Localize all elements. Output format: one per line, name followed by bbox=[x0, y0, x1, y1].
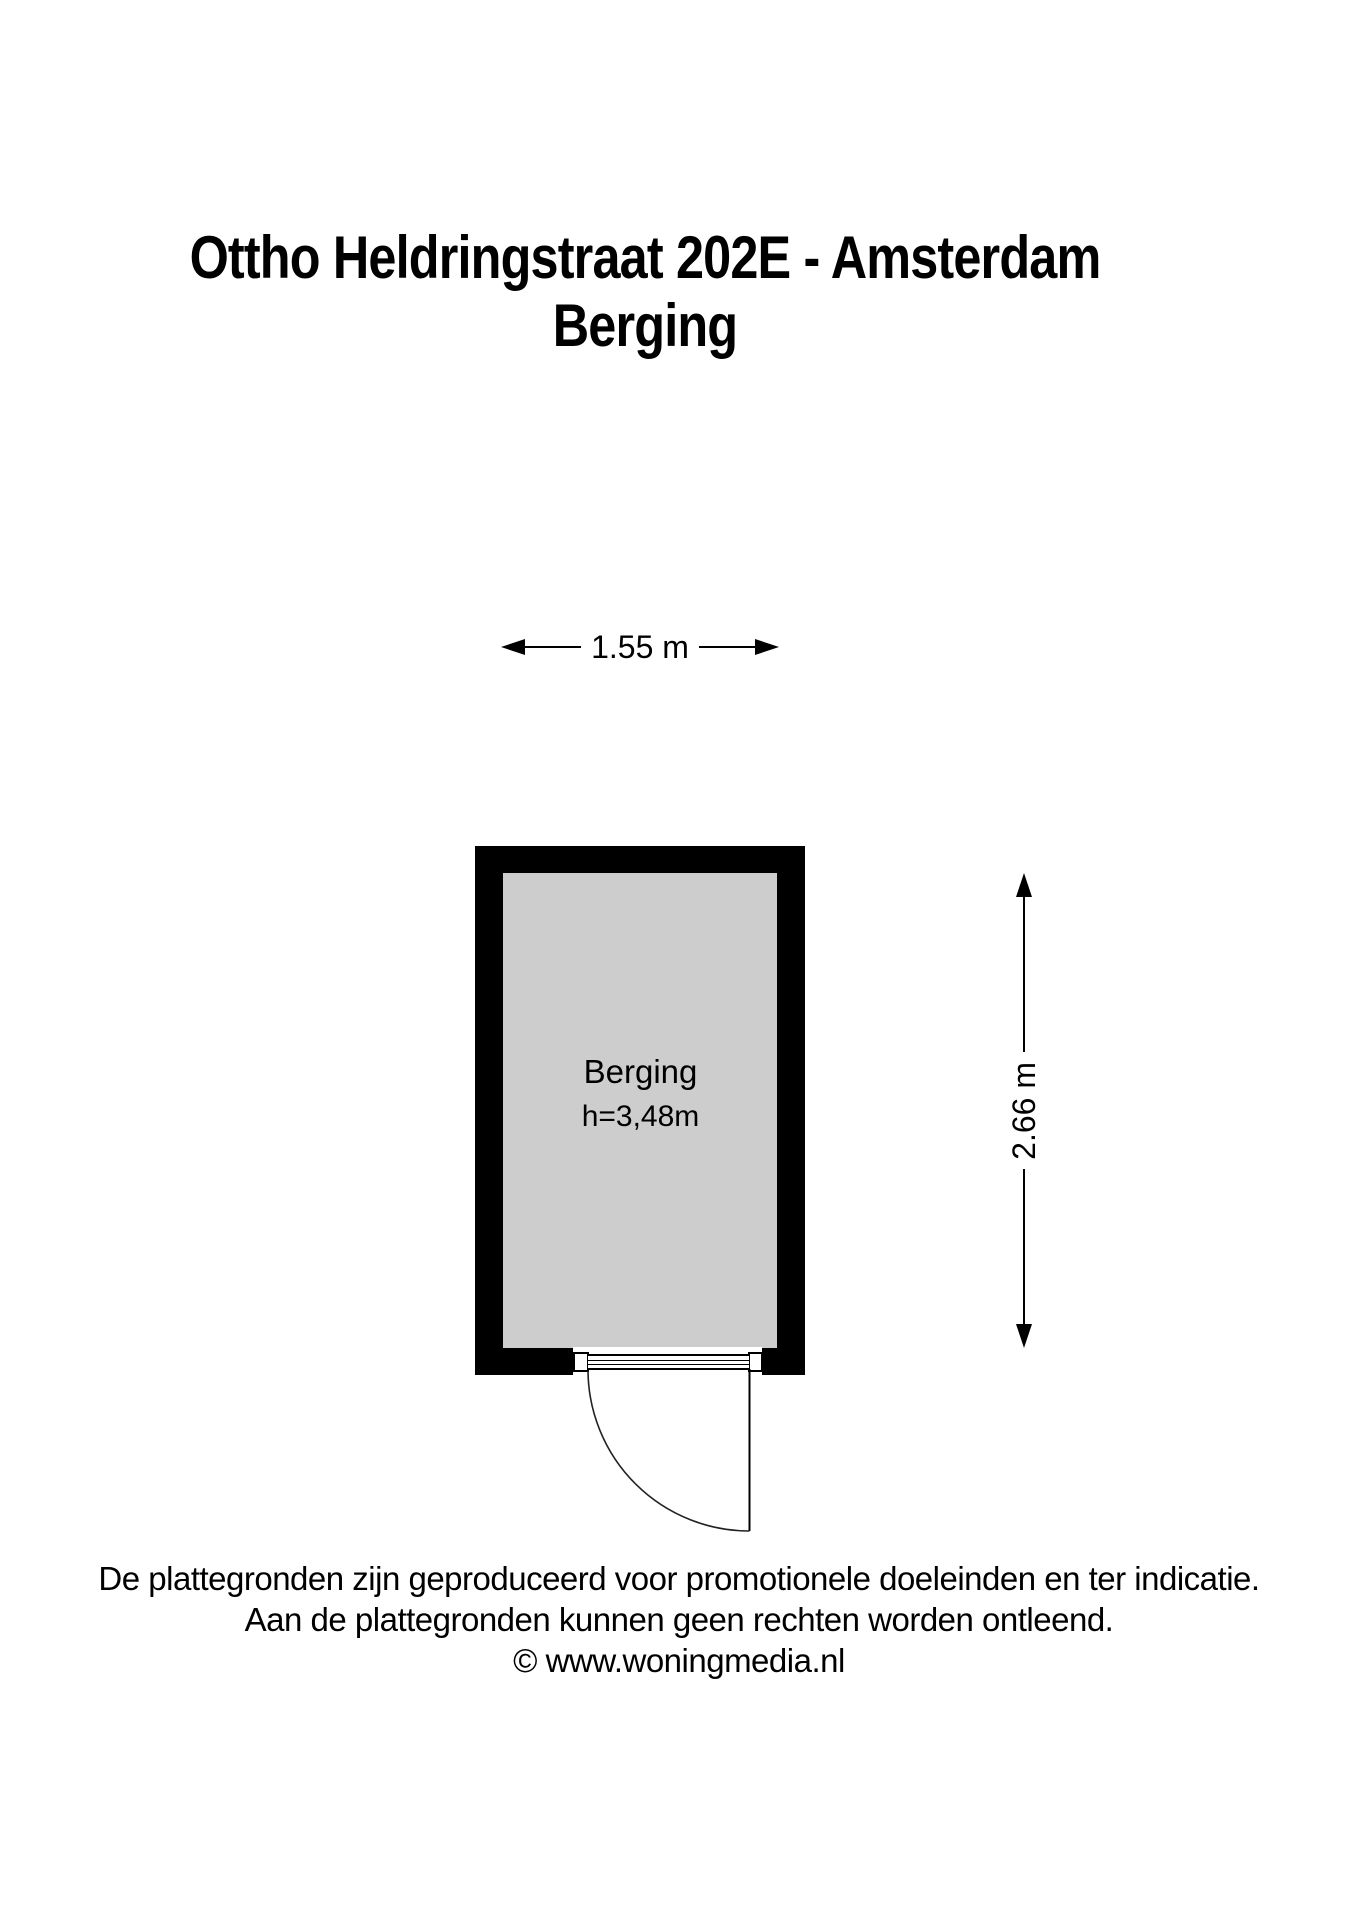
copyright-line: © www.woningmedia.nl bbox=[513, 1642, 845, 1679]
door-swing-arc bbox=[588, 1371, 750, 1531]
height-dimension-label: 2.66 m bbox=[1005, 1061, 1042, 1160]
dimension-line bbox=[1023, 897, 1025, 1052]
page-title bbox=[103, 224, 1187, 360]
width-dimension bbox=[501, 629, 779, 665]
footer-disclaimer bbox=[0, 1558, 1358, 1681]
room-ceiling-height-label: h=3,48m bbox=[581, 1100, 700, 1133]
dimension-line bbox=[1023, 1169, 1025, 1324]
room-labels bbox=[503, 1052, 778, 1136]
height-dimension bbox=[1006, 873, 1042, 1348]
disclaimer-line-1: De plattegronden zijn geproduceerd voor promotionele doeleinden en ter indicatie. bbox=[98, 1560, 1260, 1597]
arrow-right-icon bbox=[755, 639, 779, 655]
disclaimer-line-2: Aan de plattegronden kunnen geen rechten worden ontleend. bbox=[244, 1601, 1114, 1638]
arrow-up-icon bbox=[1016, 873, 1032, 897]
dimension-line bbox=[699, 646, 755, 648]
arrow-left-icon bbox=[501, 639, 525, 655]
dimension-line bbox=[525, 646, 581, 648]
width-dimension-label: 1.55 m bbox=[591, 629, 689, 665]
door-swing-icon bbox=[570, 1350, 770, 1545]
page-title-room: Berging bbox=[552, 292, 738, 359]
page-title-address: Ottho Heldringstraat 202E - Amsterdam bbox=[189, 224, 1101, 291]
arrow-down-icon bbox=[1016, 1324, 1032, 1348]
room-name-label: Berging bbox=[583, 1053, 698, 1090]
